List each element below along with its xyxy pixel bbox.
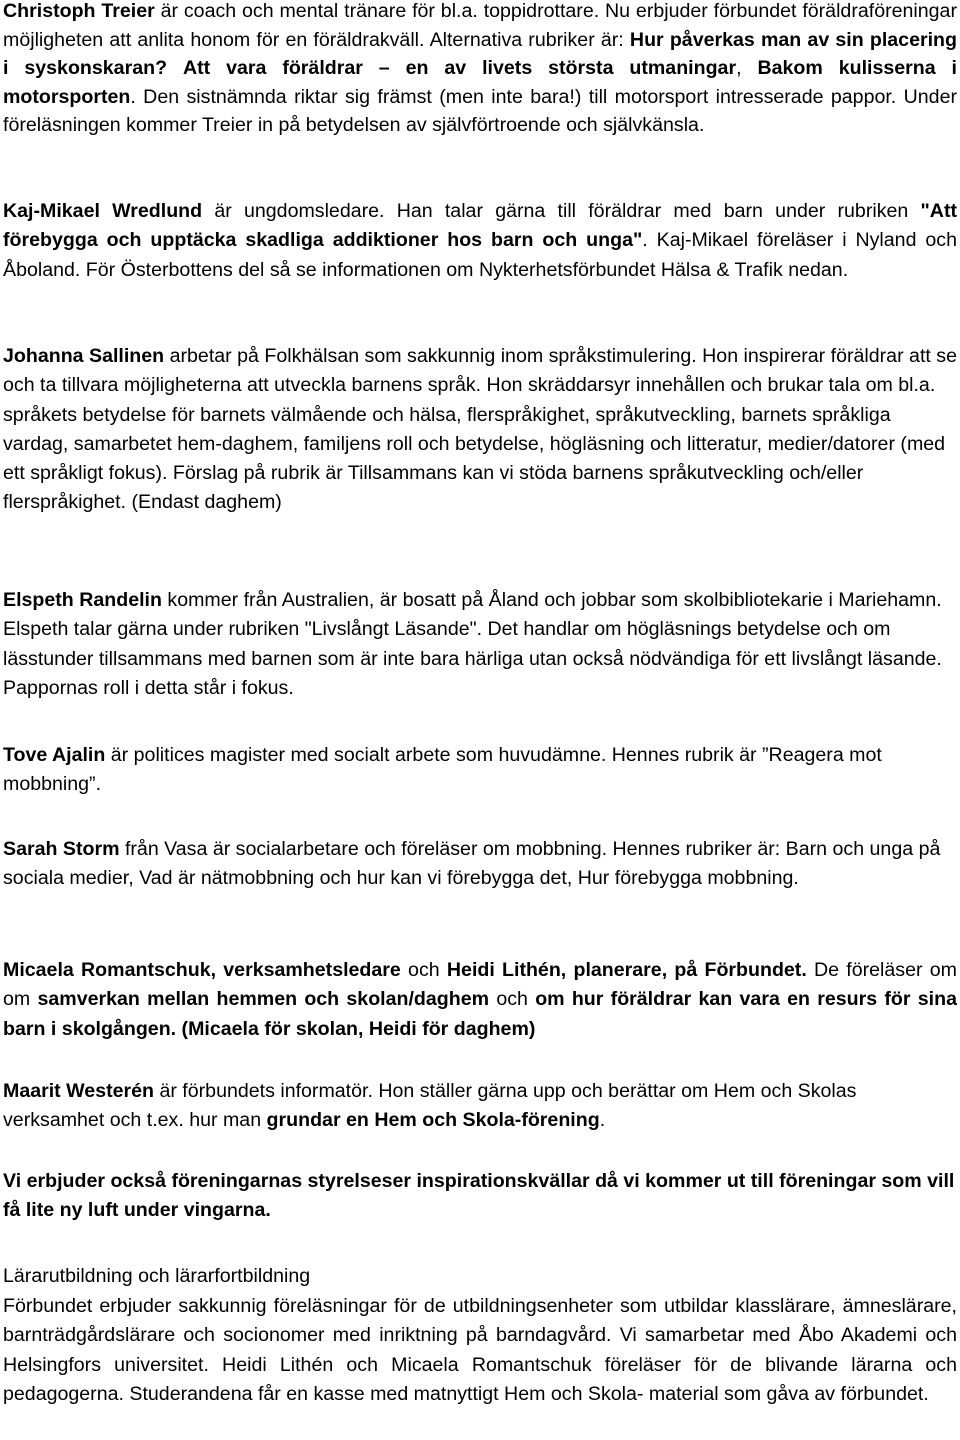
paragraph-elspeth-randelin <box>3 586 957 703</box>
bold-text-segment: om hur föräldrar kan vara en resurs för sina barn i skolgången. (Micaela för skolan, Heidi för daghem) <box>3 988 957 1040</box>
bold-text-segment: samverkan mellan hemmen och skolan/daghem <box>37 988 490 1011</box>
text-segment: är coach och mental tränare för bl.a. toppidrottare. Nu erbjuder förbundet föräldraföreningar möjligheten att anlita honom för en föräldrakväll. Alternativa rubriker är: <box>3 0 957 51</box>
bold-text-segment: Johanna Sallinen <box>3 345 165 367</box>
bold-text-segment: Att vara föräldrar – en av livets största utmaningar <box>182 57 737 80</box>
text-segment: , <box>736 57 758 80</box>
text-segment: är ungdomsledare. Han talar gärna till föräldrar med barn under rubriken <box>202 200 921 222</box>
bold-text-segment: grundar en Hem och Skola-förening <box>266 1109 600 1132</box>
paragraph-kaj-mikael-wredlund <box>3 197 957 285</box>
text-segment: och <box>489 988 536 1011</box>
paragraph-sarah-storm <box>3 835 957 894</box>
text-segment: är politices magister med socialt arbete som huvudämne. Hennes rubrik är ”Reagera mot mobbning”. <box>3 744 882 796</box>
bold-text-segment: "Att förebygga och upptäcka skadliga addiktioner hos barn och unga" <box>3 200 958 252</box>
bold-text-segment: Bakom kulisserna i motorsporten <box>3 57 957 108</box>
text-segment: arbetar på Folkhälsan som sakkunnig inom språkstimulering. Hon inspirerar föräldrar att se och ta tillvara möjligheterna att utveckla barnens språk. Hon skräddarsyr innehållen och brukar tala om bl.a. språkets betydelse för barnets välmående och hälsa, flerspråkighet, språkutveckling, barnets språkliga vardag, samarbetet hem-daghem, familjens roll och betydelse, högläsning och litteratur, medier/datorer (med ett språkligt fokus). Förslag på rubrik är Tillsammans kan vi stöda barnens språkutveckling och/eller flerspråkighet. (Endast daghem) <box>3 345 957 514</box>
bold-text-segment: Christoph Treier <box>3 0 155 22</box>
bold-text-segment: Sarah Storm <box>3 838 120 860</box>
section-heading-lararutbildning <box>3 1262 957 1291</box>
paragraph-micaela-heidi <box>3 956 957 1044</box>
text-segment: . <box>599 1109 606 1132</box>
text-segment: De föreläser om om <box>3 959 957 1011</box>
bold-text-segment: Maarit Westerén <box>3 1080 154 1102</box>
bold-text-segment: Hur påverkas man av sin placering i syskonskaran? <box>3 28 957 80</box>
bold-text-segment: Kaj-Mikael Wredlund <box>3 200 203 222</box>
text-segment: Förbundet erbjuder sakkunnig föreläsningar för de utbildningsenheter som utbildar klasslärare, ämneslärare, barnträdgårdslärare och socionomer med inriktning på barndagvård. Vi samarbetar med Åbo Akademi och Helsingfors universitet. Heidi Lithén och Micaela Romantschuk föreläser för de blivande lärarna och pedagogerna. Studerandena får en kasse med matnyttigt Hem och Skola- material som gåva av förbundet. <box>3 1295 957 1405</box>
text-segment: . Kaj-Mikael föreläser i Nyland och Åboland. För Österbottens del så se informationen om Nykterhetsförbundet Hälsa & Trafik nedan. <box>3 229 957 281</box>
bold-text-segment: Micaela Romantschuk, verksamhetsledare <box>3 959 401 981</box>
text-segment: . Den sistnämnda riktar sig främst (men inte bara!) till motorsport intresserade pappor. Under föreläsningen kommer Treier in på betydelsen av självförtroende och självkänsla. <box>3 85 957 137</box>
bold-text-segment: Tove Ajalin <box>3 744 106 766</box>
paragraph-maarit-westeren <box>3 1077 957 1136</box>
paragraph-tove-ajalin <box>3 741 957 800</box>
text-segment: är förbundets informatör. Hon ställer gärna upp och berättar om Hem och Skolas verksamhet och t.ex. hur man <box>3 1080 857 1132</box>
paragraph-lararutbildning <box>3 1292 957 1409</box>
bold-text-segment: Heidi Lithén, planerare, på Förbundet. <box>446 959 807 981</box>
paragraph-inspirationskvallar <box>3 1167 957 1226</box>
paragraph-christoph-treier <box>3 0 957 140</box>
text-segment: kommer från Australien, är bosatt på Åland och jobbar som skolbibliotekarie i Mariehamn. Elspeth talar gärna under rubriken "Livslångt Läsande". Det handlar om högläsnings betydelse och om lässtunder tillsammans med barnen som är inte bara härliga utan också nödvändiga för ett livslångt läsande. Pappornas roll i detta står i fokus. <box>3 589 942 699</box>
paragraph-johanna-sallinen <box>3 342 957 518</box>
text-segment: från Vasa är socialarbetare och föreläser om mobbning. Hennes rubriker är: Barn och unga på sociala medier, Vad är nätmobbning och hur kan vi förebygga det, Hur förebygga mobbning. <box>3 838 941 890</box>
bold-text-segment: Elspeth Randelin <box>3 589 162 611</box>
text-segment: och <box>400 959 447 981</box>
text-segment: Lärarutbildning och lärarfortbildning <box>3 1265 311 1287</box>
text-segment <box>167 57 183 79</box>
bold-text-segment: Vi erbjuder också föreningarnas styrelseser inspirationskvällar då vi kommer ut till föreningar som vill få lite ny luft under vingarna. <box>3 1170 955 1222</box>
